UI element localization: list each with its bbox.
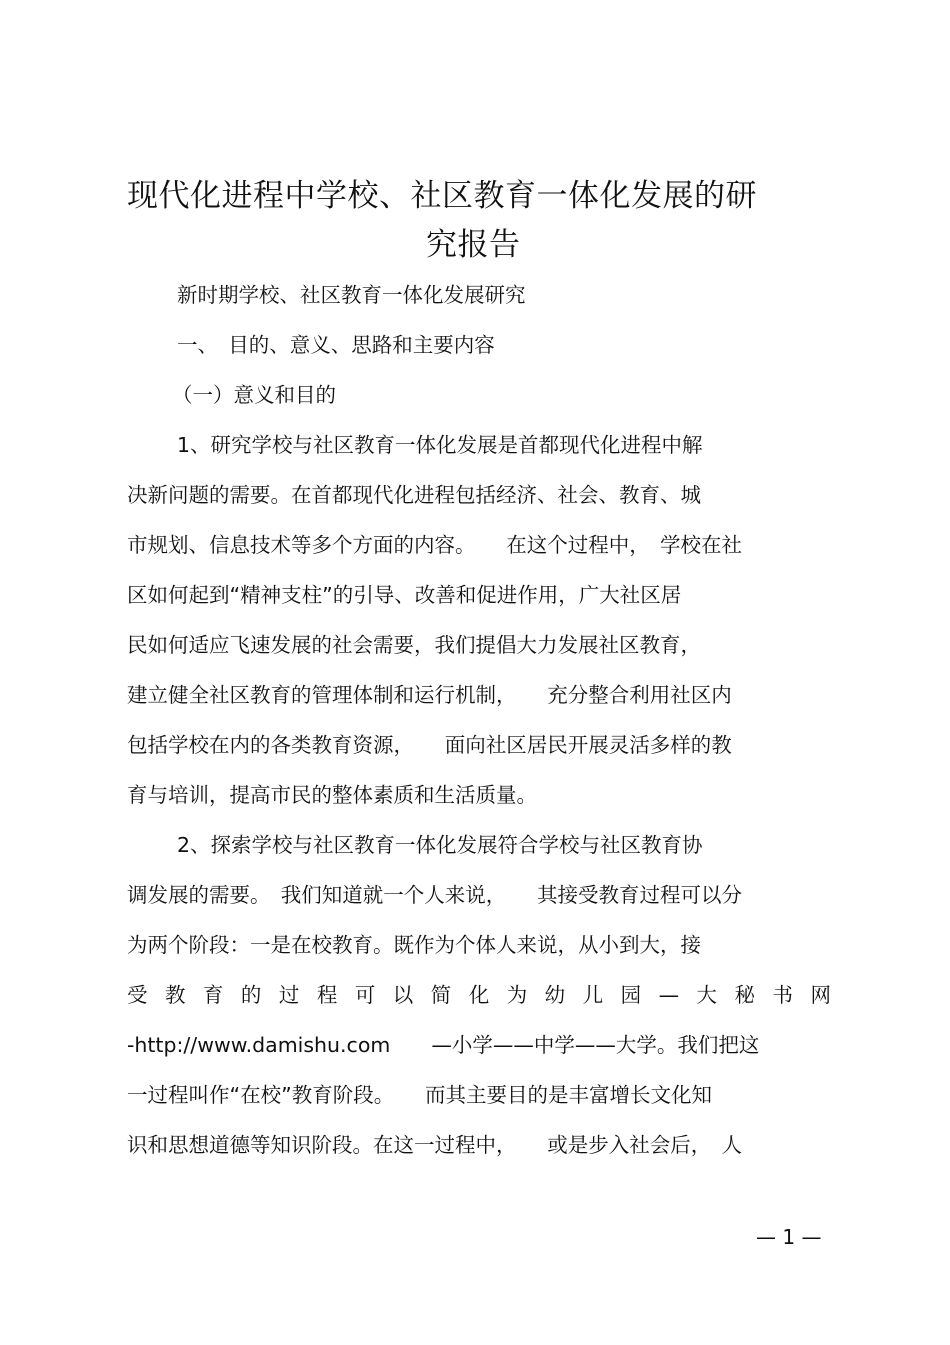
paragraph-line: 建立健全社区教育的管理体制和运行机制， 充分整合利用社区内 bbox=[127, 683, 732, 707]
spaced-char: 可 bbox=[354, 983, 376, 1007]
spaced-char: 的 bbox=[240, 983, 262, 1007]
spaced-char: 化 bbox=[468, 983, 490, 1007]
subsection-heading: （一）意义和目的 bbox=[172, 383, 336, 407]
spaced-char: 为 bbox=[506, 983, 528, 1007]
spaced-char: 秘 bbox=[734, 983, 755, 1007]
paragraph-line: 为两个阶段：一是在校教育。既作为个体人来说，从小到大，接 bbox=[127, 933, 701, 957]
document-title-line-1: 现代化进程中学校、社区教育一体化发展的研 bbox=[127, 178, 757, 214]
spaced-char: 儿 bbox=[582, 983, 604, 1007]
spaced-char: 网 bbox=[810, 983, 831, 1007]
paragraph-line: -http://www.damishu.com —小学——中学——大学。我们把这 bbox=[127, 1033, 760, 1057]
spaced-char: 园 bbox=[620, 983, 642, 1007]
spaced-char: 育 bbox=[202, 983, 224, 1007]
paragraph-line: 调发展的需要。 我们知道就一个人来说， 其接受教育过程可以分 bbox=[127, 883, 742, 907]
paragraph-line: 一过程叫作“在校”教育阶段。 而其主要目的是丰富增长文化知 bbox=[127, 1083, 712, 1107]
paragraph-line: 包括学校在内的各类教育资源， 面向社区居民开展灵活多样的教 bbox=[127, 733, 732, 757]
spaced-char: 幼 bbox=[544, 983, 566, 1007]
paragraph-line: 2、探索学校与社区教育一体化发展符合学校与社区教育协 bbox=[177, 833, 703, 857]
paragraph-line: 市规划、信息技术等多个方面的内容。 在这个过程中， 学校在社 bbox=[127, 533, 742, 557]
paragraph-line: 识和思想道德等知识阶段。在这一过程中， 或是步入社会后， 人 bbox=[127, 1133, 742, 1157]
paragraph-line-spaced bbox=[127, 980, 831, 1010]
paragraph-line: 民如何适应飞速发展的社会需要，我们提倡大力发展社区教育， bbox=[127, 633, 701, 657]
spaced-char: — bbox=[658, 983, 680, 1007]
spaced-char: 大 bbox=[696, 983, 718, 1007]
paragraph-line: 区如何起到“精神支柱”的引导、改善和促进作用，广大社区居 bbox=[127, 583, 682, 607]
spaced-char: 教 bbox=[164, 983, 186, 1007]
spaced-char: 简 bbox=[430, 983, 452, 1007]
page-number: — 1 — bbox=[756, 1225, 822, 1249]
section-heading: 一、 目的、意义、思路和主要内容 bbox=[177, 333, 495, 357]
spaced-char: 过 bbox=[278, 983, 300, 1007]
document-title-line-2: 究报告 bbox=[426, 227, 521, 263]
spaced-char: 书 bbox=[772, 983, 793, 1007]
paragraph-line: 1、研究学校与社区教育一体化发展是首都现代化进程中解 bbox=[177, 433, 703, 457]
spaced-char: 受 bbox=[127, 983, 148, 1007]
document-subtitle: 新时期学校、社区教育一体化发展研究 bbox=[177, 283, 526, 307]
paragraph-line: 决新问题的需要。在首都现代化进程包括经济、社会、教育、城 bbox=[127, 483, 701, 507]
paragraph-line: 育与培训，提高市民的整体素质和生活质量。 bbox=[127, 783, 537, 807]
spaced-char: 以 bbox=[392, 983, 414, 1007]
spaced-char: 程 bbox=[316, 983, 338, 1007]
